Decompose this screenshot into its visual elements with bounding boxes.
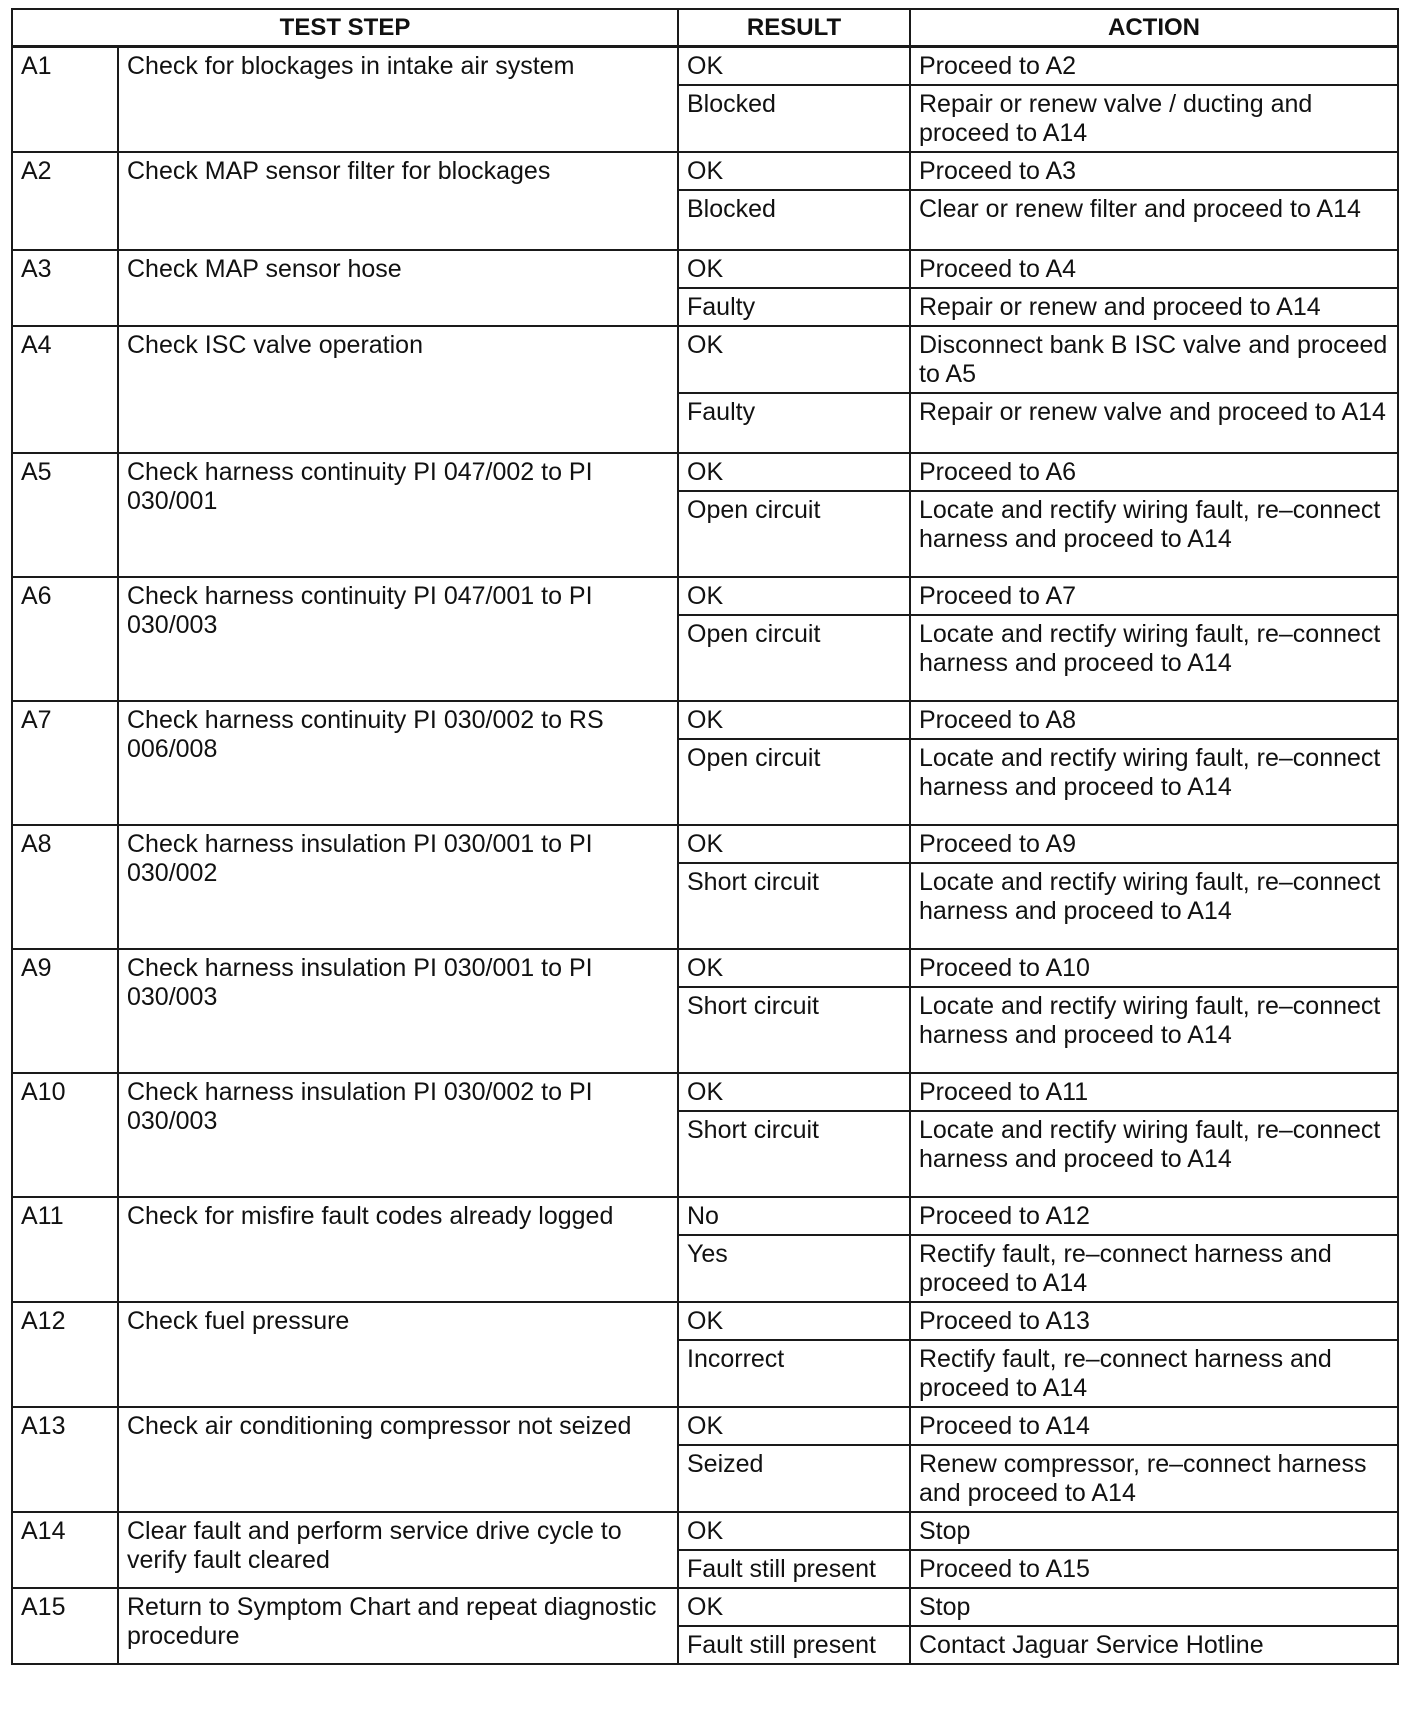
table-row — [12, 1512, 1398, 1550]
diagnostic-table-body — [12, 47, 1398, 1665]
step-action: Repair or renew and proceed to A14 — [910, 288, 1398, 326]
table-row — [12, 47, 1398, 86]
step-action: Repair or renew valve and proceed to A14 — [910, 393, 1398, 453]
step-result: OK — [678, 701, 910, 739]
step-action: Contact Jaguar Service Hotline — [910, 1626, 1398, 1664]
step-id: A14 — [12, 1512, 118, 1588]
step-description: Check harness insulation PI 030/001 to PI 030/003 — [118, 949, 678, 1073]
step-description: Check MAP sensor filter for blockages — [118, 152, 678, 250]
step-action: Stop — [910, 1512, 1398, 1550]
step-action: Proceed to A9 — [910, 825, 1398, 863]
step-result: OK — [678, 1302, 910, 1340]
step-result: OK — [678, 577, 910, 615]
step-result: Yes — [678, 1235, 910, 1302]
step-action: Proceed to A2 — [910, 47, 1398, 86]
step-result: Seized — [678, 1445, 910, 1512]
step-action: Repair or renew valve / ducting and proceed to A14 — [910, 85, 1398, 152]
table-row — [12, 701, 1398, 739]
step-id: A10 — [12, 1073, 118, 1197]
step-id: A5 — [12, 453, 118, 577]
table-row — [12, 1588, 1398, 1626]
step-result: Open circuit — [678, 491, 910, 577]
step-result: Faulty — [678, 288, 910, 326]
step-result: OK — [678, 949, 910, 987]
step-result: Incorrect — [678, 1340, 910, 1407]
step-result: OK — [678, 1407, 910, 1445]
step-description: Check harness insulation PI 030/002 to PI 030/003 — [118, 1073, 678, 1197]
step-result: OK — [678, 152, 910, 190]
step-result: Short circuit — [678, 863, 910, 949]
step-result: Blocked — [678, 85, 910, 152]
step-action: Proceed to A6 — [910, 453, 1398, 491]
table-row — [12, 1302, 1398, 1340]
table-row — [12, 1073, 1398, 1111]
table-header-row — [12, 9, 1398, 47]
step-action: Renew compressor, re–connect harness and proceed to A14 — [910, 1445, 1398, 1512]
step-action: Proceed to A13 — [910, 1302, 1398, 1340]
table-row — [12, 250, 1398, 288]
step-action: Stop — [910, 1588, 1398, 1626]
step-action: Rectify fault, re–connect harness and proceed to A14 — [910, 1235, 1398, 1302]
step-id: A8 — [12, 825, 118, 949]
table-row — [12, 152, 1398, 190]
step-description: Check harness insulation PI 030/001 to PI 030/002 — [118, 825, 678, 949]
step-id: A1 — [12, 47, 118, 153]
step-description: Check harness continuity PI 047/001 to PI 030/003 — [118, 577, 678, 701]
step-action: Clear or renew filter and proceed to A14 — [910, 190, 1398, 250]
step-action: Rectify fault, re–connect harness and proceed to A14 — [910, 1340, 1398, 1407]
table-row — [12, 577, 1398, 615]
step-id: A9 — [12, 949, 118, 1073]
header-result: RESULT — [678, 9, 910, 47]
step-id: A6 — [12, 577, 118, 701]
step-description: Return to Symptom Chart and repeat diagnostic procedure — [118, 1588, 678, 1664]
step-id: A2 — [12, 152, 118, 250]
header-action: ACTION — [910, 9, 1398, 47]
step-action: Proceed to A4 — [910, 250, 1398, 288]
step-description: Check harness continuity PI 030/002 to RS 006/008 — [118, 701, 678, 825]
step-result: Blocked — [678, 190, 910, 250]
step-action: Proceed to A11 — [910, 1073, 1398, 1111]
step-action: Proceed to A15 — [910, 1550, 1398, 1588]
step-result: Fault still present — [678, 1626, 910, 1664]
step-result: Short circuit — [678, 1111, 910, 1197]
step-description: Check for blockages in intake air system — [118, 47, 678, 153]
step-result: Open circuit — [678, 739, 910, 825]
step-action: Locate and rectify wiring fault, re–connect harness and proceed to A14 — [910, 491, 1398, 577]
table-row — [12, 949, 1398, 987]
step-result: OK — [678, 326, 910, 393]
step-description: Clear fault and perform service drive cycle to verify fault cleared — [118, 1512, 678, 1588]
step-result: OK — [678, 453, 910, 491]
diagnostic-table — [11, 8, 1399, 1665]
step-action: Locate and rectify wiring fault, re–connect harness and proceed to A14 — [910, 863, 1398, 949]
step-id: A13 — [12, 1407, 118, 1512]
step-result: Fault still present — [678, 1550, 910, 1588]
header-test-step: TEST STEP — [12, 9, 678, 47]
step-id: A7 — [12, 701, 118, 825]
step-action: Proceed to A3 — [910, 152, 1398, 190]
step-id: A15 — [12, 1588, 118, 1664]
step-result: OK — [678, 47, 910, 86]
table-row — [12, 326, 1398, 393]
table-row — [12, 453, 1398, 491]
step-action: Locate and rectify wiring fault, re–connect harness and proceed to A14 — [910, 615, 1398, 701]
step-action: Disconnect bank B ISC valve and proceed to A5 — [910, 326, 1398, 393]
table-row — [12, 1197, 1398, 1235]
step-id: A3 — [12, 250, 118, 326]
step-id: A12 — [12, 1302, 118, 1407]
step-result: Open circuit — [678, 615, 910, 701]
step-description: Check MAP sensor hose — [118, 250, 678, 326]
step-action: Proceed to A12 — [910, 1197, 1398, 1235]
step-action: Proceed to A10 — [910, 949, 1398, 987]
step-result: Faulty — [678, 393, 910, 453]
step-result: OK — [678, 1073, 910, 1111]
step-action: Proceed to A7 — [910, 577, 1398, 615]
step-result: OK — [678, 1588, 910, 1626]
step-action: Proceed to A14 — [910, 1407, 1398, 1445]
diagnostic-procedure-page — [11, 8, 1397, 1665]
step-description: Check air conditioning compressor not seized — [118, 1407, 678, 1512]
step-action: Locate and rectify wiring fault, re–connect harness and proceed to A14 — [910, 739, 1398, 825]
table-row — [12, 825, 1398, 863]
step-result: OK — [678, 825, 910, 863]
step-result: OK — [678, 1512, 910, 1550]
step-id: A11 — [12, 1197, 118, 1302]
step-action: Locate and rectify wiring fault, re–connect harness and proceed to A14 — [910, 987, 1398, 1073]
step-description: Check for misfire fault codes already logged — [118, 1197, 678, 1302]
step-result: Short circuit — [678, 987, 910, 1073]
step-action: Proceed to A8 — [910, 701, 1398, 739]
table-row — [12, 1407, 1398, 1445]
step-id: A4 — [12, 326, 118, 453]
step-description: Check harness continuity PI 047/002 to PI 030/001 — [118, 453, 678, 577]
step-description: Check ISC valve operation — [118, 326, 678, 453]
step-result: OK — [678, 250, 910, 288]
step-action: Locate and rectify wiring fault, re–connect harness and proceed to A14 — [910, 1111, 1398, 1197]
step-description: Check fuel pressure — [118, 1302, 678, 1407]
step-result: No — [678, 1197, 910, 1235]
